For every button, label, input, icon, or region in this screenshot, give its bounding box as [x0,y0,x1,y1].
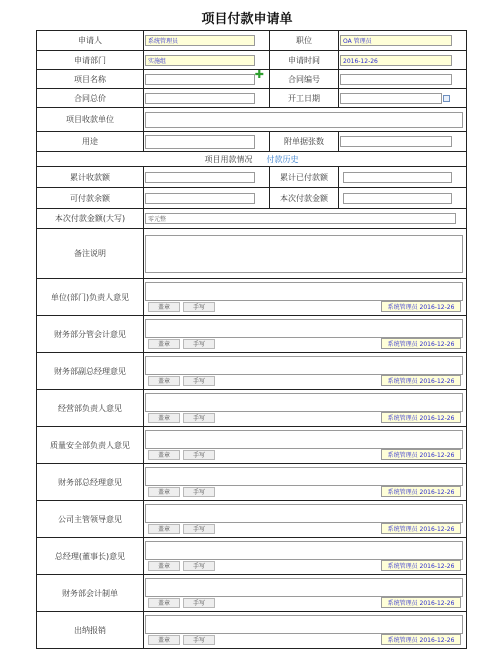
stamp-button[interactable]: 盖章 [148,376,180,386]
amount-upper-field[interactable]: 零元整 [145,213,456,224]
handwrite-button[interactable]: 手写 [183,635,215,645]
approval-row [37,390,467,427]
dept-label: 申请部门 [37,51,144,70]
applicant-label: 申请人 [37,31,144,51]
opinion-textarea[interactable] [145,393,463,412]
approval-label: 公司主管领导意见 [37,501,144,538]
opinion-textarea[interactable] [145,430,463,449]
cum-received-input[interactable] [145,172,255,183]
approval-row [37,538,467,575]
stamp-button[interactable]: 盖章 [148,413,180,423]
project-name-input[interactable] [145,74,255,85]
remarks-label: 备注说明 [37,229,144,279]
approval-row [37,575,467,612]
approval-label: 单位(部门)负责人意见 [37,279,144,316]
opinion-textarea[interactable] [145,578,463,597]
payee-label: 项目收款单位 [37,108,144,132]
this-payment-input[interactable] [343,193,452,204]
handwrite-button[interactable]: 手写 [183,598,215,608]
stamp-button[interactable]: 盖章 [148,561,180,571]
signer-field: 系统管理员 2016-12-26 [381,301,461,312]
section-label: 项目用款情况 [204,154,253,164]
signer-field: 系统管理员 2016-12-26 [381,449,461,460]
signer-field: 系统管理员 2016-12-26 [381,375,461,386]
contract-no-label: 合同编号 [270,70,339,89]
attachments-input[interactable] [340,136,452,147]
signer-field: 系统管理员 2016-12-26 [381,560,461,571]
amount-upper-label: 本次付款金额(大写) [37,209,144,229]
payment-history-link[interactable]: 付款历史 [266,154,299,164]
stamp-button[interactable]: 盖章 [148,302,180,312]
date-field[interactable]: 2016-12-26 [340,55,452,66]
stamp-button[interactable]: 盖章 [148,635,180,645]
opinion-textarea[interactable] [145,504,463,523]
signer-field: 系统管理员 2016-12-26 [381,338,461,349]
position-label: 职位 [270,31,339,51]
cum-paid-label: 累计已付款额 [270,167,339,188]
payable-label: 可付款余额 [37,188,144,209]
approval-label: 经营部负责人意见 [37,390,144,427]
stamp-button[interactable]: 盖章 [148,524,180,534]
signer-field: 系统管理员 2016-12-26 [381,486,461,497]
dept-field[interactable]: 实施组 [145,55,255,66]
plus-icon[interactable]: ✚ [254,67,264,81]
contract-total-label: 合同总价 [37,89,144,108]
approval-row [37,353,467,390]
signer-field: 系统管理员 2016-12-26 [381,597,461,608]
stamp-button[interactable]: 盖章 [148,598,180,608]
applicant-field[interactable]: 系统管理员 [145,35,255,46]
cum-paid-input[interactable] [343,172,452,183]
stamp-button[interactable]: 盖章 [148,487,180,497]
approval-label: 出纳报销 [37,612,144,649]
handwrite-button[interactable]: 手写 [183,524,215,534]
start-date-label: 开工日期 [270,89,339,108]
opinion-textarea[interactable] [145,467,463,486]
date-label: 申请时间 [270,51,339,70]
stamp-button[interactable]: 盖章 [148,339,180,349]
opinion-textarea[interactable] [145,541,463,560]
approval-label: 质量安全部负责人意见 [37,427,144,464]
approval-row [37,501,467,538]
approval-row [37,464,467,501]
opinion-textarea[interactable] [145,319,463,338]
approval-row [37,316,467,353]
payable-input[interactable] [145,193,255,204]
opinion-textarea[interactable] [145,356,463,375]
purpose-label: 用途 [37,132,144,152]
approval-label: 财务部总经理意见 [37,464,144,501]
approval-label: 财务部会计制单 [37,575,144,612]
section-header [37,152,467,167]
opinion-textarea[interactable] [145,282,463,301]
handwrite-button[interactable]: 手写 [183,413,215,423]
calendar-icon[interactable] [443,95,450,102]
opinion-textarea[interactable] [145,615,463,634]
signer-field: 系统管理员 2016-12-26 [381,634,461,645]
position-field[interactable]: OA 管理员 [340,35,452,46]
purpose-input[interactable] [145,135,255,149]
contract-no-input[interactable] [340,74,452,85]
this-payment-label: 本次付款金额 [270,188,339,209]
handwrite-button[interactable]: 手写 [183,339,215,349]
handwrite-button[interactable]: 手写 [183,487,215,497]
approval-label: 财务部副总经理意见 [37,353,144,390]
handwrite-button[interactable]: 手写 [183,376,215,386]
approval-label: 总经理(董事长)意见 [37,538,144,575]
attachments-label: 附单据张数 [270,132,339,152]
signer-field: 系统管理员 2016-12-26 [381,412,461,423]
approval-row [37,279,467,316]
page-title: 项目付款申请单 [201,12,293,27]
contract-total-input[interactable] [145,93,255,104]
handwrite-button[interactable]: 手写 [183,302,215,312]
cum-received-label: 累计收款额 [37,167,144,188]
remarks-textarea[interactable] [145,235,463,273]
approval-row [37,427,467,464]
handwrite-button[interactable]: 手写 [183,561,215,571]
payee-input[interactable] [145,112,463,128]
payment-form [36,30,467,649]
approval-label: 财务部分管会计意见 [37,316,144,353]
handwrite-button[interactable]: 手写 [183,450,215,460]
start-date-input[interactable] [340,93,442,104]
stamp-button[interactable]: 盖章 [148,450,180,460]
project-label: 项目名称 [37,70,144,89]
signer-field: 系统管理员 2016-12-26 [381,523,461,534]
approval-row [37,612,467,649]
